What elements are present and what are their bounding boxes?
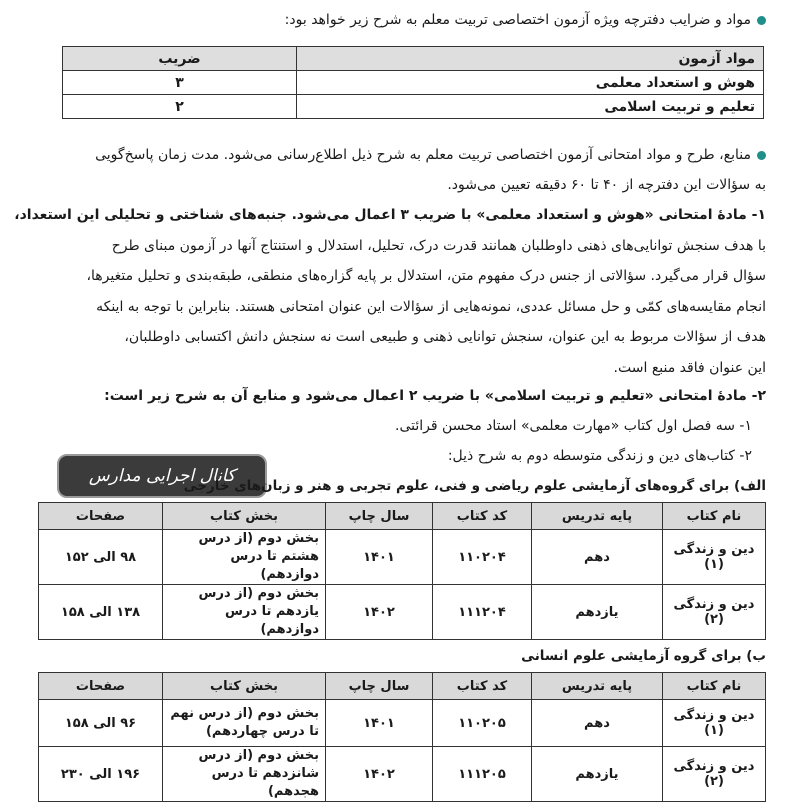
section-b-table (38, 672, 766, 802)
book-name-cell: دین و زندگی (۱) (663, 530, 766, 585)
header-subject: مواد آزمون (297, 47, 764, 71)
table-row (39, 747, 766, 802)
header-pages: صفحات (39, 673, 163, 700)
book-code-cell: ۱۱۰۲۰۴ (433, 530, 532, 585)
book-part-cell: بخش دوم (از درس نهم تا درس چهاردهم) (163, 700, 326, 747)
section-a-title: الف) برای گروه‌های آزمایشی علوم ریاضی و فنی، علوم تجربی و هنر و زبان‌های خارجی (183, 478, 766, 494)
header-coefficient: ضریب (63, 47, 297, 71)
item1-line: این عنوان فاقد منبع است. (613, 359, 766, 376)
book-name-cell: دین و زندگی (۲) (663, 747, 766, 802)
book-part-cell: بخش دوم (از درس یازدهم تا درس دوازدهم) (163, 585, 326, 640)
subject-cell: هوش و استعداد معلمی (297, 71, 764, 95)
table-row (39, 585, 766, 640)
sources-line: به سؤالات این دفترچه از ۴۰ تا ۶۰ دقیقه تعیین می‌شود. (447, 177, 766, 193)
coefficient-cell: ۲ (63, 95, 297, 119)
sources-paragraph (20, 140, 766, 200)
item1-line: هدف از سؤالات مربوط به این عنوان، سنجش توانایی ذهنی و طبیعی است نه سنجش دانش اکتسابی داوطلبان، (124, 329, 766, 345)
grade-cell: یازدهم (532, 747, 663, 802)
table-row (39, 530, 766, 585)
print-year-cell: ۱۴۰۲ (326, 747, 433, 802)
table-row (39, 700, 766, 747)
print-year-cell: ۱۴۰۱ (326, 530, 433, 585)
pages-cell: ۱۹۶ الی ۲۳۰ (39, 747, 163, 802)
header-book-part: بخش کتاب (163, 673, 326, 700)
intro-text: مواد و ضرایب دفترچه ویژه آزمون اختصاصی تربیت معلم به شرح زیر خواهد بود: (284, 12, 751, 28)
teal-bullet-icon (757, 16, 766, 25)
item1-line: با هدف سنجش توانایی‌های ذهنی داوطلبان همانند قدرت درک، تحلیل، استدلال و استنتاج آنها در آزمون مبنای طرح (111, 237, 766, 254)
channel-badge-text: کانال اجرایی مدارس (88, 466, 236, 486)
pages-cell: ۹۶ الی ۱۵۸ (39, 700, 163, 747)
header-book-code: کد کتاب (433, 503, 532, 530)
intro-line (285, 9, 766, 31)
book-name-cell: دین و زندگی (۱) (663, 700, 766, 747)
coefficient-cell: ۳ (63, 71, 297, 95)
sources-line: منابع، طرح و مواد امتحانی آزمون اختصاصی تربیت معلم به شرح ذیل اطلاع‌رسانی می‌شود. مدت زمان پاسخ‌گویی (20, 140, 766, 170)
print-year-cell: ۱۴۰۱ (326, 700, 433, 747)
header-grade: پایه تدریس (532, 673, 663, 700)
table-row (63, 95, 764, 119)
item1-paragraph (14, 200, 766, 383)
book-code-cell: ۱۱۰۲۰۵ (433, 700, 532, 747)
item1-line: ۱- مادۀ امتحانی «هوش و استعداد معلمی» با ضریب ۳ اعمال می‌شود. جنبه‌های شناختی و تحلیلی این استعداد، (14, 207, 766, 223)
header-pages: صفحات (39, 503, 163, 530)
table-header-row (39, 503, 766, 530)
header-book-name: نام کتاب (663, 503, 766, 530)
book-part-cell: بخش دوم (از درس شانزدهم تا درس هجدهم) (163, 747, 326, 802)
section-b-title: ب) برای گروه آزمایشی علوم انسانی (521, 648, 766, 664)
item1-line: انجام مقایسه‌های کمّی و حل مسائل عددی، نمونه‌هایی از سؤالات این عنوان امتحانی هستند. بنابراین با توجه به اینکه (96, 298, 766, 315)
header-print-year: سال چاپ (326, 503, 433, 530)
coefficient-table (62, 46, 764, 119)
grade-cell: دهم (532, 530, 663, 585)
table-header-row (39, 673, 766, 700)
table-header-row (63, 47, 764, 71)
section-a-table (38, 502, 766, 640)
item2-line: ۲- مادۀ امتحانی «تعلیم و تربیت اسلامی» با ضریب ۲ اعمال می‌شود و منابع آن به شرح زیر است: (104, 388, 766, 404)
header-book-code: کد کتاب (433, 673, 532, 700)
header-grade: پایه تدریس (532, 503, 663, 530)
book-part-cell: بخش دوم (از درس هشتم تا درس دوازدهم) (163, 530, 326, 585)
item2-sub1: ۱- سه فصل اول کتاب «مهارت معلمی» استاد محسن قرائتی. (395, 418, 752, 434)
header-print-year: سال چاپ (326, 673, 433, 700)
item1-line: سؤال قرار می‌گیرد. سؤالاتی از جنس درک مفهوم متن، استدلال بر پایه گزاره‌های منطقی، طبقه‌بندی و تحلیل متغیرها، (86, 268, 766, 284)
item2-sub2: ۲- کتاب‌های دین و زندگی متوسطه دوم به شرح ذیل: (447, 448, 752, 464)
pages-cell: ۹۸ الی ۱۵۲ (39, 530, 163, 585)
grade-cell: دهم (532, 700, 663, 747)
book-name-cell: دین و زندگی (۲) (663, 585, 766, 640)
header-book-name: نام کتاب (663, 673, 766, 700)
subject-cell: تعلیم و تربیت اسلامی (297, 95, 764, 119)
book-code-cell: ۱۱۱۲۰۵ (433, 747, 532, 802)
print-year-cell: ۱۴۰۲ (326, 585, 433, 640)
teal-bullet-icon (757, 151, 766, 160)
grade-cell: یازدهم (532, 585, 663, 640)
pages-cell: ۱۳۸ الی ۱۵۸ (39, 585, 163, 640)
table-row (63, 71, 764, 95)
header-book-part: بخش کتاب (163, 503, 326, 530)
book-code-cell: ۱۱۱۲۰۴ (433, 585, 532, 640)
